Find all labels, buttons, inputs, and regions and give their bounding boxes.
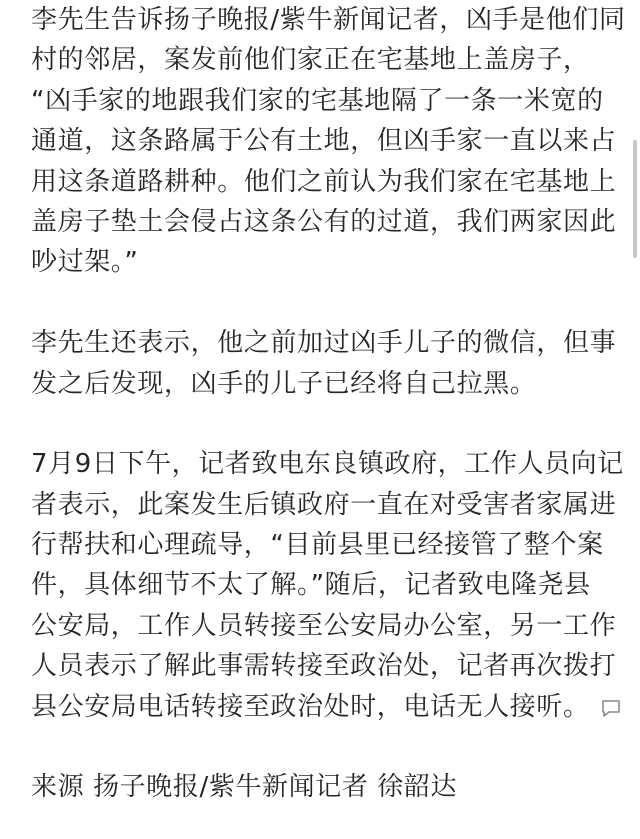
article-paragraph	[31, 323, 623, 404]
text-line: 者表示，此案发生后镇政府一直在对受害者家属进	[31, 489, 617, 520]
text-line: 来源 扬子晚报/紫牛新闻记者 徐韶达	[31, 772, 458, 803]
text-line: 公安局，工作人员转接至公安局办公室，另一工作	[31, 610, 617, 641]
text-line: 通道，这条路属于公有土地，但凶手家一直以来占	[31, 126, 617, 157]
text-line: 7月9日下午，记者致电东良镇政府，工作人员向记	[31, 449, 624, 480]
text-line: 用这条道路耕种。他们之前认为我们家在宅基地上	[31, 166, 617, 197]
article-paragraph	[31, 444, 623, 727]
text-line: “凶手家的地跟我们家的宅基地隔了一条一米宽的	[31, 85, 604, 116]
text-line: 县公安局电话转接至政治处时，电话无人接听。	[31, 691, 590, 722]
text-line: 行帮扶和心理疏导，“目前县里已经接管了整个案	[31, 530, 604, 561]
text-line: 吵过架。”	[31, 247, 139, 278]
text-line: 村的邻居，案发前他们家正在宅基地上盖房子，	[31, 45, 590, 76]
text-line: 李先生告诉扬子晚报/紫牛新闻记者，凶手是他们同	[31, 5, 626, 35]
scrollbar[interactable]	[633, 140, 637, 258]
source-credit	[31, 767, 623, 807]
comment-icon[interactable]	[600, 690, 622, 710]
text-line: 发之后发现，凶手的儿子已经将自己拉黑。	[31, 368, 537, 399]
text-line: 盖房子垫土会侵占这条公有的过道，我们两家因此	[31, 206, 617, 237]
article-paragraph	[31, 0, 626, 283]
text-line: 李先生还表示，他之前加过凶手儿子的微信，但事	[31, 328, 617, 359]
article-body	[31, 0, 626, 808]
text-line: 件，具体细节不太了解。”随后，记者致电隆尧县	[31, 570, 591, 601]
text-line: 人员表示了解此事需转接至政治处，记者再次拨打	[31, 651, 617, 682]
text-line-with-comment	[31, 687, 623, 727]
